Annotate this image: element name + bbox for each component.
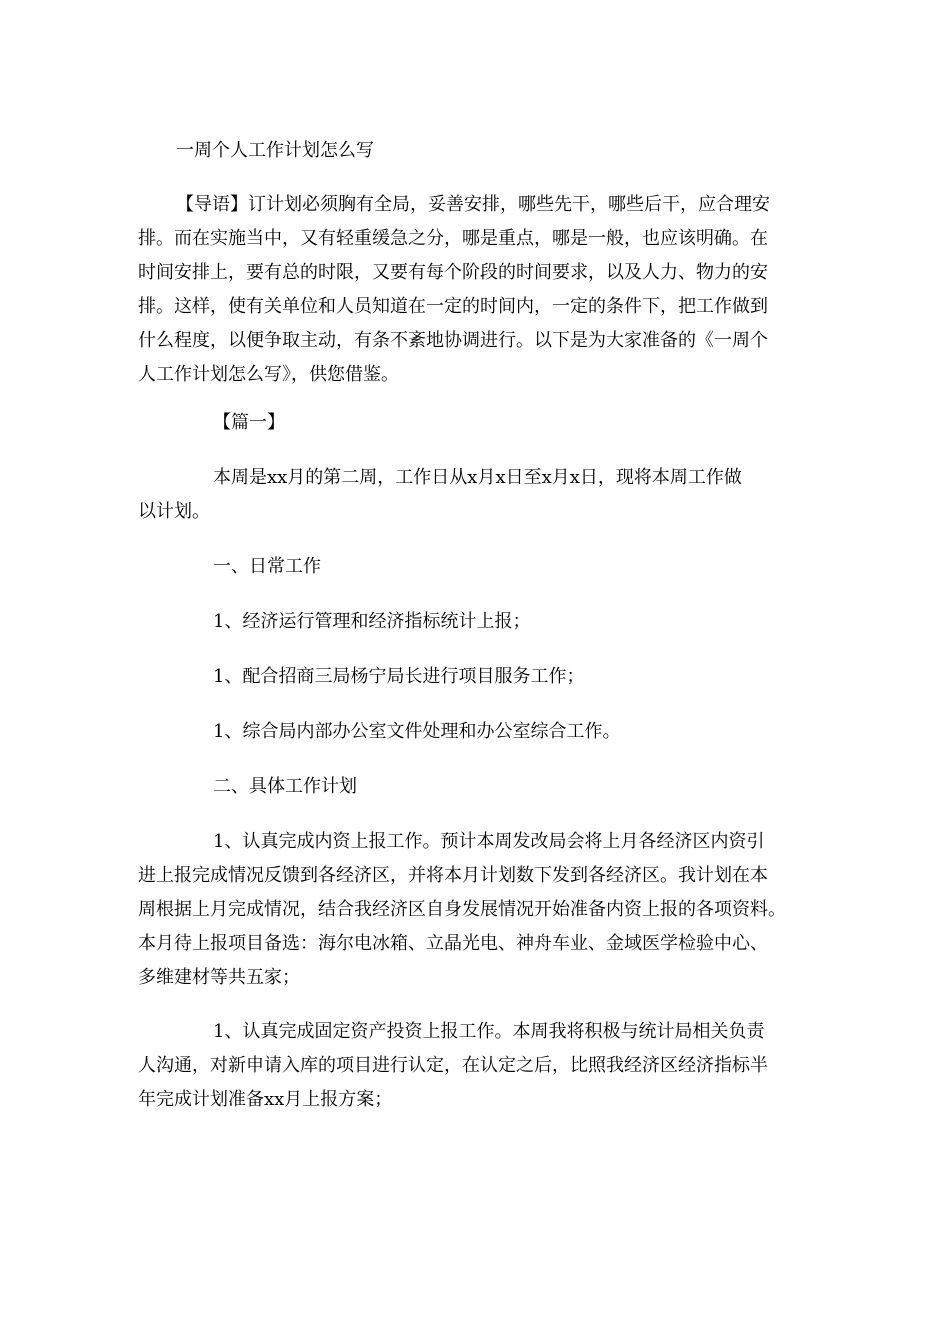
part2-line: 本月待上报项目备选：海尔电冰箱、立晶光电、神舟车业、金域医学检验中心、 (138, 933, 768, 954)
part2-line: 多维建材等共五家； (138, 967, 300, 988)
intro-line: 【导语】订计划必须胸有全局，妥善安排，哪些先干，哪些后干，应合理安 (176, 194, 770, 215)
part2-line: 人沟通，对新申请入库的项目进行认定，在认定之后，比照我经济区经济指标半 (138, 1055, 768, 1076)
section-heading: 【篇一】 (213, 412, 285, 433)
part2-line: 进上报完成情况反馈到各经济区，并将本月计划数下发到各经济区。我计划在本 (138, 865, 768, 886)
intro-line: 什么程度，以便争取主动，有条不紊地协调进行。以下是为大家准备的《一周个 (138, 330, 768, 351)
week-intro-line: 本周是xx月的第二周，工作日从x月x日至x月x日，现将本周工作做 (213, 467, 742, 488)
list-item: 1、综合局内部办公室文件处理和办公室综合工作。 (213, 721, 621, 742)
intro-line: 排。而在实施当中，又有轻重缓急之分，哪是重点，哪是一般，也应该明确。在 (138, 228, 768, 249)
part2-line: 1、认真完成内资上报工作。预计本周发改局会将上月各经济区内资引 (213, 831, 765, 852)
list-item: 1、配合招商三局杨宁局长进行项目服务工作； (213, 666, 585, 687)
week-intro-line: 以计划。 (138, 501, 210, 522)
intro-line: 时间安排上，要有总的时限，又要有每个阶段的时间要求，以及人力、物力的安 (138, 262, 768, 283)
part2-line: 1、认真完成固定资产投资上报工作。本周我将积极与统计局相关负责 (213, 1021, 765, 1042)
part1-heading: 一、日常工作 (213, 556, 321, 577)
part2-heading: 二、具体工作计划 (213, 776, 357, 797)
intro-line: 人工作计划怎么写》，供您借鉴。 (138, 364, 399, 385)
part2-line: 年完成计划准备xx月上报方案； (138, 1089, 393, 1110)
list-item: 1、经济运行管理和经济指标统计上报； (213, 611, 531, 632)
intro-line: 排。这样，使有关单位和人员知道在一定的时间内，一定的条件下，把工作做到 (138, 296, 768, 317)
part2-line: 周根据上月完成情况，结合我经济区自身发展情况开始准备内资上报的各项资料。 (138, 899, 786, 920)
document-title: 一周个人工作计划怎么写 (176, 140, 374, 161)
